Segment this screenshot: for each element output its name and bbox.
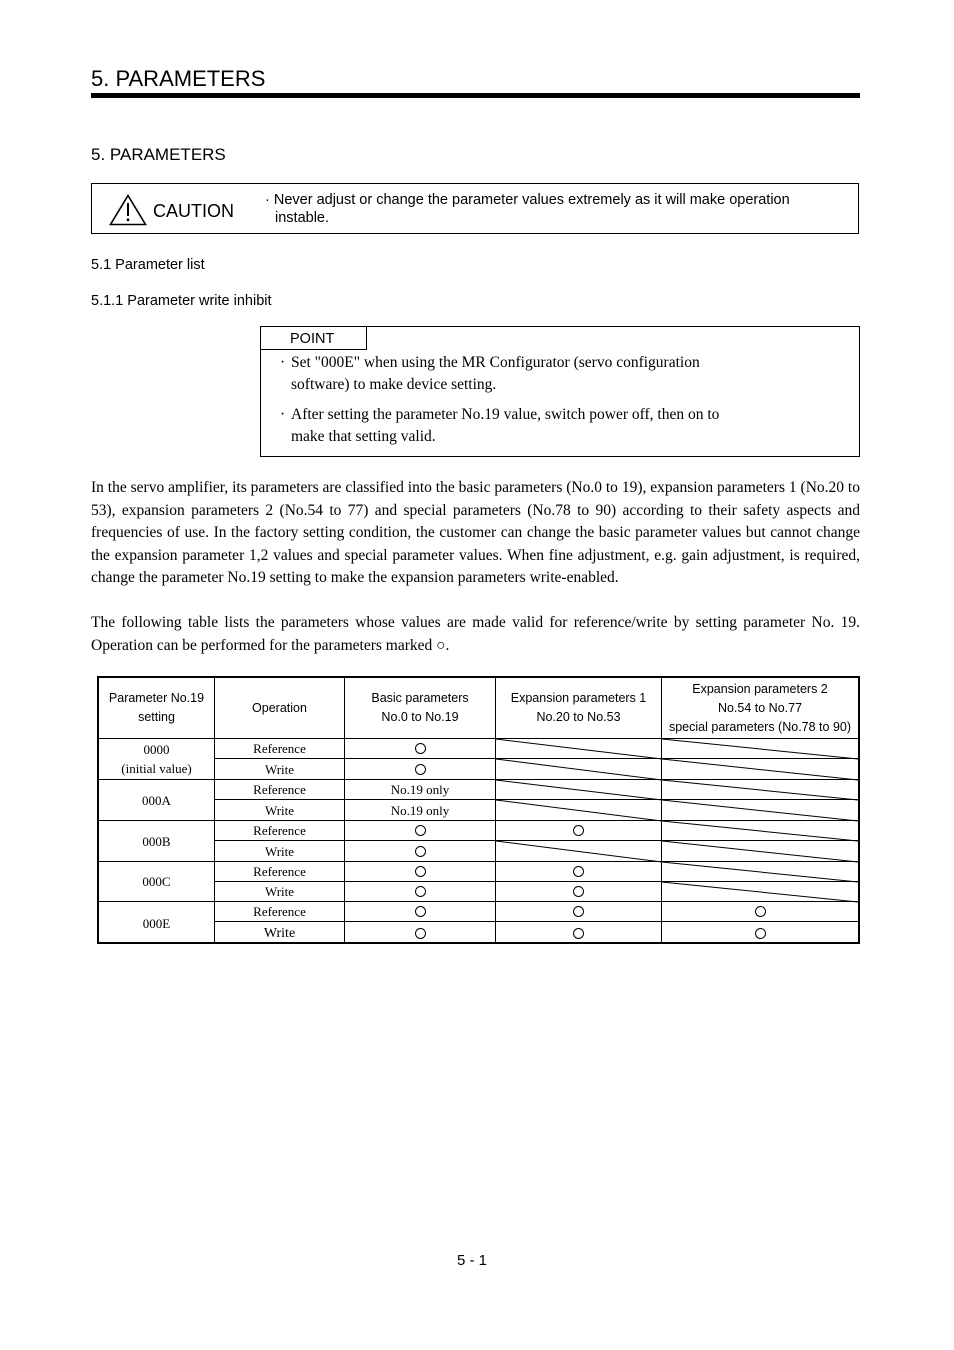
- header-exp2-line-1: Expansion parameters 2: [692, 681, 828, 696]
- setting-000A: 000A: [99, 780, 215, 821]
- cell-row-4-exp2: [662, 821, 858, 841]
- header-setting-line-1: Parameter No.19: [108, 691, 205, 705]
- header-rule: [91, 93, 860, 98]
- cell-row-4-exp1: [496, 821, 662, 841]
- header-exp1-line-2: No.20 to No.53: [536, 710, 621, 724]
- warning-triangle-icon: [109, 194, 147, 226]
- subsection-title-5-1: 5.1 Parameter list: [91, 257, 205, 273]
- point-item-1-line-2: software) to make device setting.: [291, 376, 497, 393]
- header-exp2-line-2: No.54 to No.77: [717, 700, 803, 715]
- cell-row-7-basic: [345, 882, 496, 902]
- cell-row-8-basic: [345, 902, 496, 922]
- circle-mark-icon: [573, 906, 584, 917]
- caution-text: [265, 191, 845, 227]
- cell-row-3-exp1: [496, 800, 662, 821]
- cell-row-6-exp1: [496, 862, 662, 882]
- setting-000C: 000C: [99, 862, 215, 902]
- cell-row-8-exp1: [496, 902, 662, 922]
- cell-row-5-exp1: [496, 841, 662, 862]
- cell-row-4-operation: Reference: [215, 821, 345, 841]
- circle-mark-icon: [755, 928, 766, 939]
- header-expansion-2: [662, 678, 858, 739]
- cell-row-3-exp2: [662, 800, 858, 821]
- bullet-icon: ·: [280, 406, 286, 423]
- parameter-write-inhibit-table: [97, 676, 860, 944]
- cell-row-6-basic: [345, 862, 496, 882]
- circle-mark-icon: [415, 743, 426, 754]
- caution-label: CAUTION: [153, 201, 234, 221]
- header-basic-line-2: No.0 to No.19: [381, 710, 459, 724]
- header-basic: [345, 678, 496, 739]
- point-item-1: [280, 352, 840, 396]
- cell-row-2-exp2: [662, 780, 858, 800]
- circle-mark-icon: [415, 825, 426, 836]
- point-item-1-line-1: Set "000E" when using the MR Configurator (servo configuration: [291, 354, 700, 371]
- point-item-2: [280, 404, 840, 448]
- circle-mark-icon: [573, 825, 584, 836]
- circle-mark-icon: [573, 886, 584, 897]
- cell-row-3-operation: Write: [215, 800, 345, 821]
- circle-mark-icon: [415, 928, 426, 939]
- header-setting: [99, 678, 215, 739]
- cell-row-5-exp2: [662, 841, 858, 862]
- point-item-2-line-1: After setting the parameter No.19 value, switch power off, then on to: [291, 406, 720, 423]
- setting-0000: [99, 739, 215, 780]
- header-operation: Operation: [215, 678, 345, 739]
- header-expansion-1: [496, 678, 662, 739]
- setting-0000-sub: (initial value): [121, 761, 192, 776]
- header-basic-line-1: Basic parameters: [371, 691, 469, 705]
- cell-row-8-operation: Reference: [215, 902, 345, 922]
- cell-row-7-exp2: [662, 882, 858, 902]
- point-box: [260, 326, 860, 457]
- point-label: POINT: [261, 327, 367, 350]
- page-header-title: 5. PARAMETERS: [91, 66, 266, 91]
- cell-row-6-operation: Reference: [215, 862, 345, 882]
- cell-row-5-basic: [345, 841, 496, 862]
- cell-row-5-operation: Write: [215, 841, 345, 862]
- body-paragraph-2: The following table lists the parameters whose values are made valid for reference/write by setting parameter No. 19. Operation can be performed for the parameters marked ○.: [91, 614, 860, 654]
- cell-row-1-exp1: [496, 759, 662, 780]
- header-setting-line-2: setting: [138, 710, 175, 724]
- section-title: 5. PARAMETERS: [91, 145, 226, 164]
- setting-0000-value: 0000: [143, 742, 170, 757]
- cell-row-0-exp1: [496, 739, 662, 759]
- setting-000B: 000B: [99, 821, 215, 862]
- header-exp1-line-1: Expansion parameters 1: [510, 691, 647, 705]
- circle-mark-icon: [415, 866, 426, 877]
- cell-row-8-exp2: [662, 902, 858, 922]
- cell-row-9-operation: Write: [215, 922, 345, 944]
- cell-row-9-exp2: [662, 922, 858, 944]
- cell-row-2-operation: Reference: [215, 780, 345, 800]
- point-item-2-line-2: make that setting valid.: [291, 428, 436, 445]
- cell-row-7-operation: Write: [215, 882, 345, 902]
- cell-row-9-exp1: [496, 922, 662, 944]
- cell-row-2-exp1: [496, 780, 662, 800]
- caution-line-1: Never adjust or change the parameter values extremely as it will make operation: [273, 192, 790, 208]
- cell-row-3-basic: No.19 only: [345, 800, 496, 821]
- cell-row-4-basic: [345, 821, 496, 841]
- caution-box: [91, 183, 859, 234]
- circle-mark-icon: [415, 846, 426, 857]
- circle-mark-icon: [573, 866, 584, 877]
- cell-row-1-operation: Write: [215, 759, 345, 780]
- caution-bullet: ·: [265, 192, 270, 208]
- cell-row-9-basic: [345, 922, 496, 944]
- subsection-title-5-1-1: 5.1.1 Parameter write inhibit: [91, 293, 272, 309]
- cell-row-6-exp2: [662, 862, 858, 882]
- cell-row-1-exp2: [662, 759, 858, 780]
- caution-line-2: instable.: [275, 210, 330, 226]
- cell-row-0-basic: [345, 739, 496, 759]
- circle-mark-icon: [755, 906, 766, 917]
- bullet-icon: ·: [280, 354, 286, 371]
- page-number: 5 - 1: [457, 1252, 488, 1269]
- cell-row-0-operation: Reference: [215, 739, 345, 759]
- circle-mark-icon: [415, 764, 426, 775]
- circle-mark-icon: [415, 906, 426, 917]
- cell-row-2-basic: No.19 only: [345, 780, 496, 800]
- cell-row-0-exp2: [662, 739, 858, 759]
- setting-000E: 000E: [99, 902, 215, 944]
- circle-mark-icon: [415, 886, 426, 897]
- header-exp2-line-3: special parameters (No.78 to 90): [668, 719, 852, 734]
- cell-row-7-exp1: [496, 882, 662, 902]
- circle-mark-icon: [573, 928, 584, 939]
- body-paragraph-1: In the servo amplifier, its parameters are classified into the basic parameters (No.0 to 19), expansion parameters 1 (No.20 to 53), expansion parameters 2 (No.54 to 77) and special parameters (No.78 to 90) according to their safety aspects and frequencies of use. In the factory setting condition, the customer can change the basic parameter values but cannot change the expansion parameter 1,2 values and special parameter values. When fine adjustment, e.g. gain adjustment, is required, change the parameter No.19 setting to make the expansion parameters write-enabled.: [91, 479, 860, 586]
- cell-row-1-basic: [345, 759, 496, 780]
